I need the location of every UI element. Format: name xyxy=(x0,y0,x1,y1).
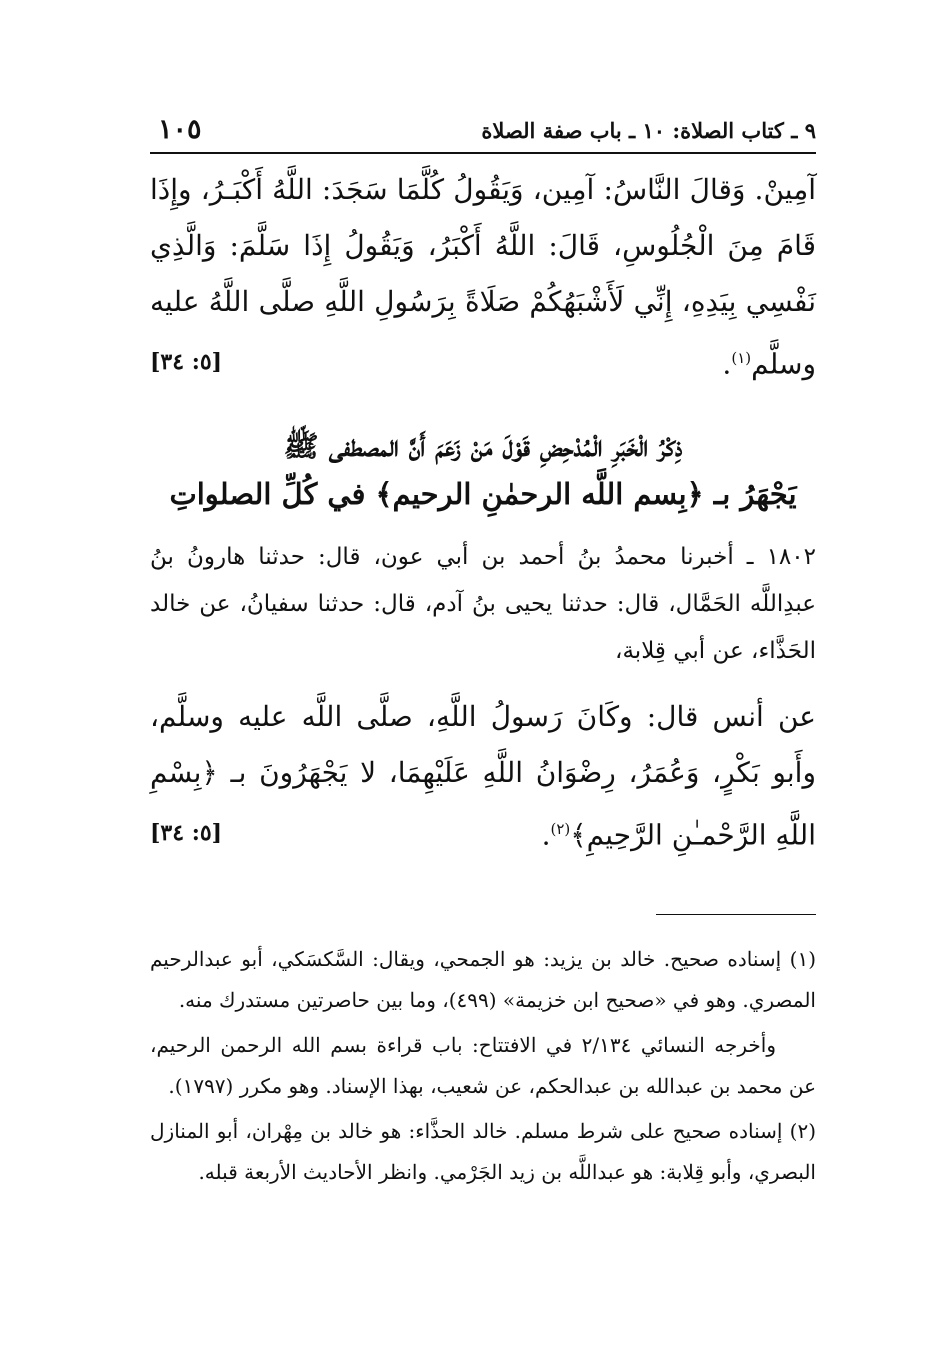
heading-line-2: يَجْهَرُ بـ ﴿بِسم اللَّه الرحمٰنِ الرحيم﴾ في كُلِّ الصلواتِ xyxy=(169,477,797,512)
reference-code: [٥: ٣٤] xyxy=(150,820,223,847)
footnote-2 xyxy=(150,1111,816,1193)
hadith-text xyxy=(150,689,816,863)
footnote-marker: (١) xyxy=(731,349,752,367)
opening-paragraph xyxy=(150,162,816,392)
paragraph-end: . xyxy=(541,818,551,852)
reference-code: [٥: ٣٤] xyxy=(150,349,223,375)
hadith-chain: ١٨٠٢ ـ أخبرنا محمدُ بنُ أحمد بن أبي عون، قال: حدثنا هارونُ بنُ عبدِاللَّه الحَمَّال، قال: حدثنا يحيى بنُ آدم، قال: حدثنا سفيانُ، عن خالد الحَذَّاء، عن أبي قِلابة، xyxy=(150,544,816,665)
book-page xyxy=(150,108,816,1197)
page-header xyxy=(150,108,816,152)
footnote-1-continuation: وأخرجه النسائي ٢/١٣٤ في الافتتاح: باب قراءة بسم الله الرحمن الرحيم، عن محمد بن عبدالله بن عبدالحكم، عن شعيب، بهذا الإسناد. وهو مكرر (١٧٩٧). xyxy=(150,1032,816,1098)
footnote-1 xyxy=(150,939,816,1021)
paragraph-text: عن أنس قال: وكَانَ رَسولُ اللَّهِ، صلَّى اللَّه عليه وسلَّم، وأَبو بَكْرٍ، وَعُمَرُ، رِضْوَانُ اللَّهِ عَلَيْهِمَا، لا يَجْهَرُونَ بـ ﴿بِسْمِ اللَّهِ الرَّحْمـٰنِ الرَّحِيمِ﴾ xyxy=(150,700,816,852)
paragraph-end: . xyxy=(722,347,732,381)
footnote-number: (١) xyxy=(789,946,817,971)
page-number: ١٠٥ xyxy=(158,114,202,145)
footnote-text: إسناده صحيح. خالد بن يزيد: هو الجمحي، ويقال: السَّكسَكي، أبو عبدالرحيم المصري. وهو في «صحيح ابن خزيمة» (٤٩٩)، وما بين حاصرتين مستدرك منه. xyxy=(150,946,816,1012)
paragraph-text: آمِينْ. وَقالَ النَّاسُ: آمِين، وَيَقُولُ كُلَّمَا سَجَدَ: اللَّهُ أَكْبَـرُ، وإِذَا قَامَ مِنَ الْجُلُوسِ، قَالَ: اللَّهُ أَكْبَرُ، وَيَقُولُ إِذَا سَلَّمَ: وَالَّذِي نَفْسِي بِيَدِهِ، إِنِّي لَأَشْبَهُكُمْ صَلَاةً بِرَسُولِ اللَّهِ صلَّى اللَّهُ عليه وسلَّم xyxy=(150,173,816,381)
running-head: ٩ ـ كتاب الصلاة: ١٠ ـ باب صفة الصلاة xyxy=(481,118,816,143)
footnote-number: (٢) xyxy=(789,1118,816,1143)
footnote-separator xyxy=(656,914,816,915)
heading-line-1: ذِكْرُ الْخَبَرِ الْمُدْحِضِ قَوْلَ مَنْ زَعَمَ أَنَّ المصطفى ﷺ xyxy=(283,429,683,464)
header-rule xyxy=(150,152,816,154)
chapter-heading xyxy=(150,422,816,518)
footnote-text: إسناده صحيح على شرط مسلم. خالد الحذَّاء: هو خالد بن مِهْران، أبو المنازل البصري، وأبو قِلابة: هو عبداللَّه بن زيد الجَرْمي. وانظر الأحاديث الأربعة قبله. xyxy=(150,1118,816,1184)
footnote-marker: (٢) xyxy=(550,820,571,839)
